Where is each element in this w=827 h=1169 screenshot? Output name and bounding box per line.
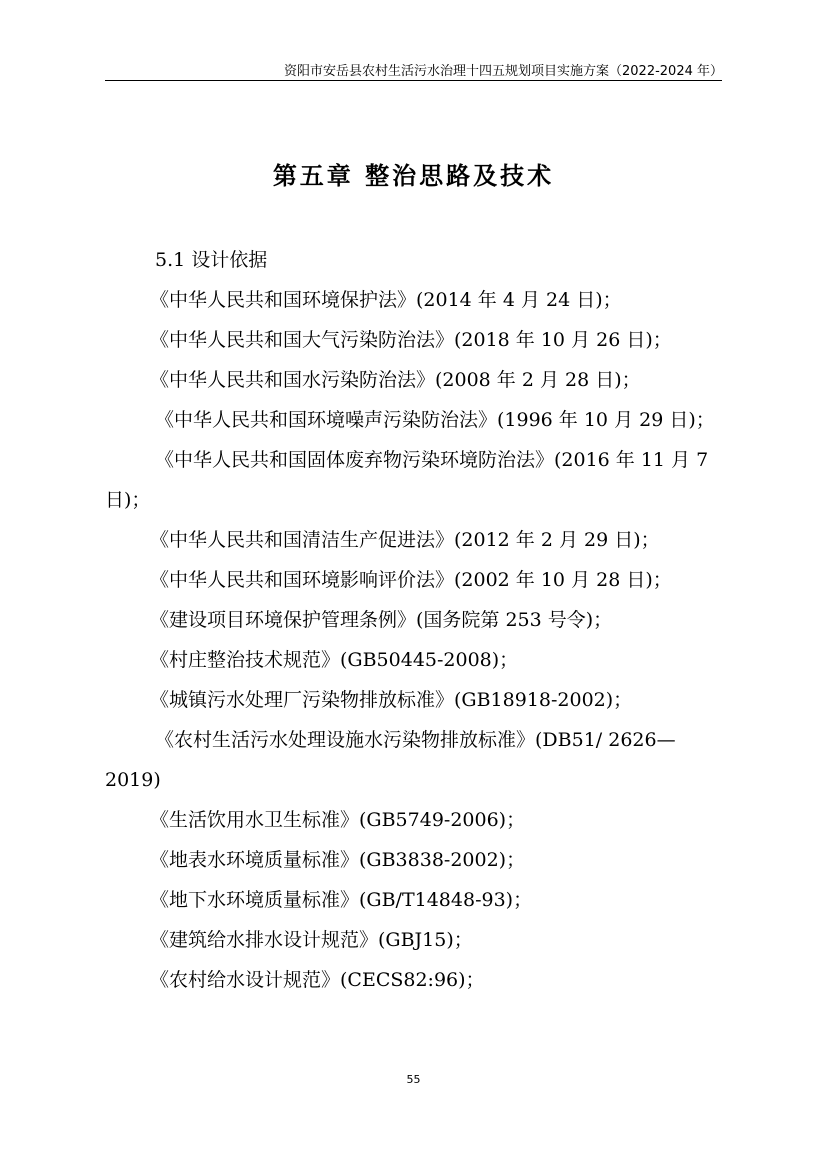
reference-item: 《村庄整治技术规范》(GB50445-2008)；	[150, 649, 519, 671]
reference-item: 《生活饮用水卫生标准》(GB5749-2006)；	[150, 809, 526, 831]
reference-item: 《中华人民共和国清洁生产促进法》(2012 年 2 月 29 日)；	[150, 529, 660, 551]
header-rule	[105, 80, 722, 81]
reference-item: 《中华人民共和国固体废弃物污染环境防治法》(2016 年 11 月 7 日)；	[105, 449, 709, 511]
chapter-title: 第五章 整治思路及技术	[272, 162, 555, 190]
reference-item: 《地下水环境质量标准》(GB/T14848-93)；	[150, 889, 533, 911]
document-body	[105, 240, 723, 1000]
reference-item: 《中华人民共和国环境保护法》(2014 年 4 月 24 日)；	[150, 289, 622, 311]
reference-item: 《地表水环境质量标准》(GB3838-2002)；	[150, 849, 526, 871]
reference-item: 《中华人民共和国大气污染防治法》(2018 年 10 月 26 日)；	[150, 329, 672, 351]
running-header: 资阳市安岳县农村生活污水治理十四五规划项目实施方案（2022-2024 年）	[284, 64, 723, 79]
section-heading: 5.1 设计依据	[155, 249, 268, 271]
reference-item: 《中华人民共和国水污染防治法》(2008 年 2 月 28 日)；	[150, 369, 641, 391]
reference-item: 《农村给水设计规范》(CECS82:96)；	[150, 969, 485, 991]
reference-item: 《城镇污水处理厂污染物排放标准》(GB18918-2002)；	[150, 689, 633, 711]
reference-item: 《中华人民共和国环境影响评价法》(2002 年 10 月 28 日)；	[150, 569, 672, 591]
reference-item: 《建筑给水排水设计规范》(GBJ15)；	[150, 929, 473, 951]
reference-item: 《中华人民共和国环境噪声污染防治法》(1996 年 10 月 29 日)；	[155, 409, 715, 431]
reference-item: 《农村生活污水处理设施水污染物排放标准》(DB51/ 2626—2019)	[105, 729, 676, 791]
page-number: 55	[406, 1073, 421, 1086]
reference-item: 《建设项目环境保护管理条例》(国务院第 253 号令)；	[150, 609, 613, 631]
